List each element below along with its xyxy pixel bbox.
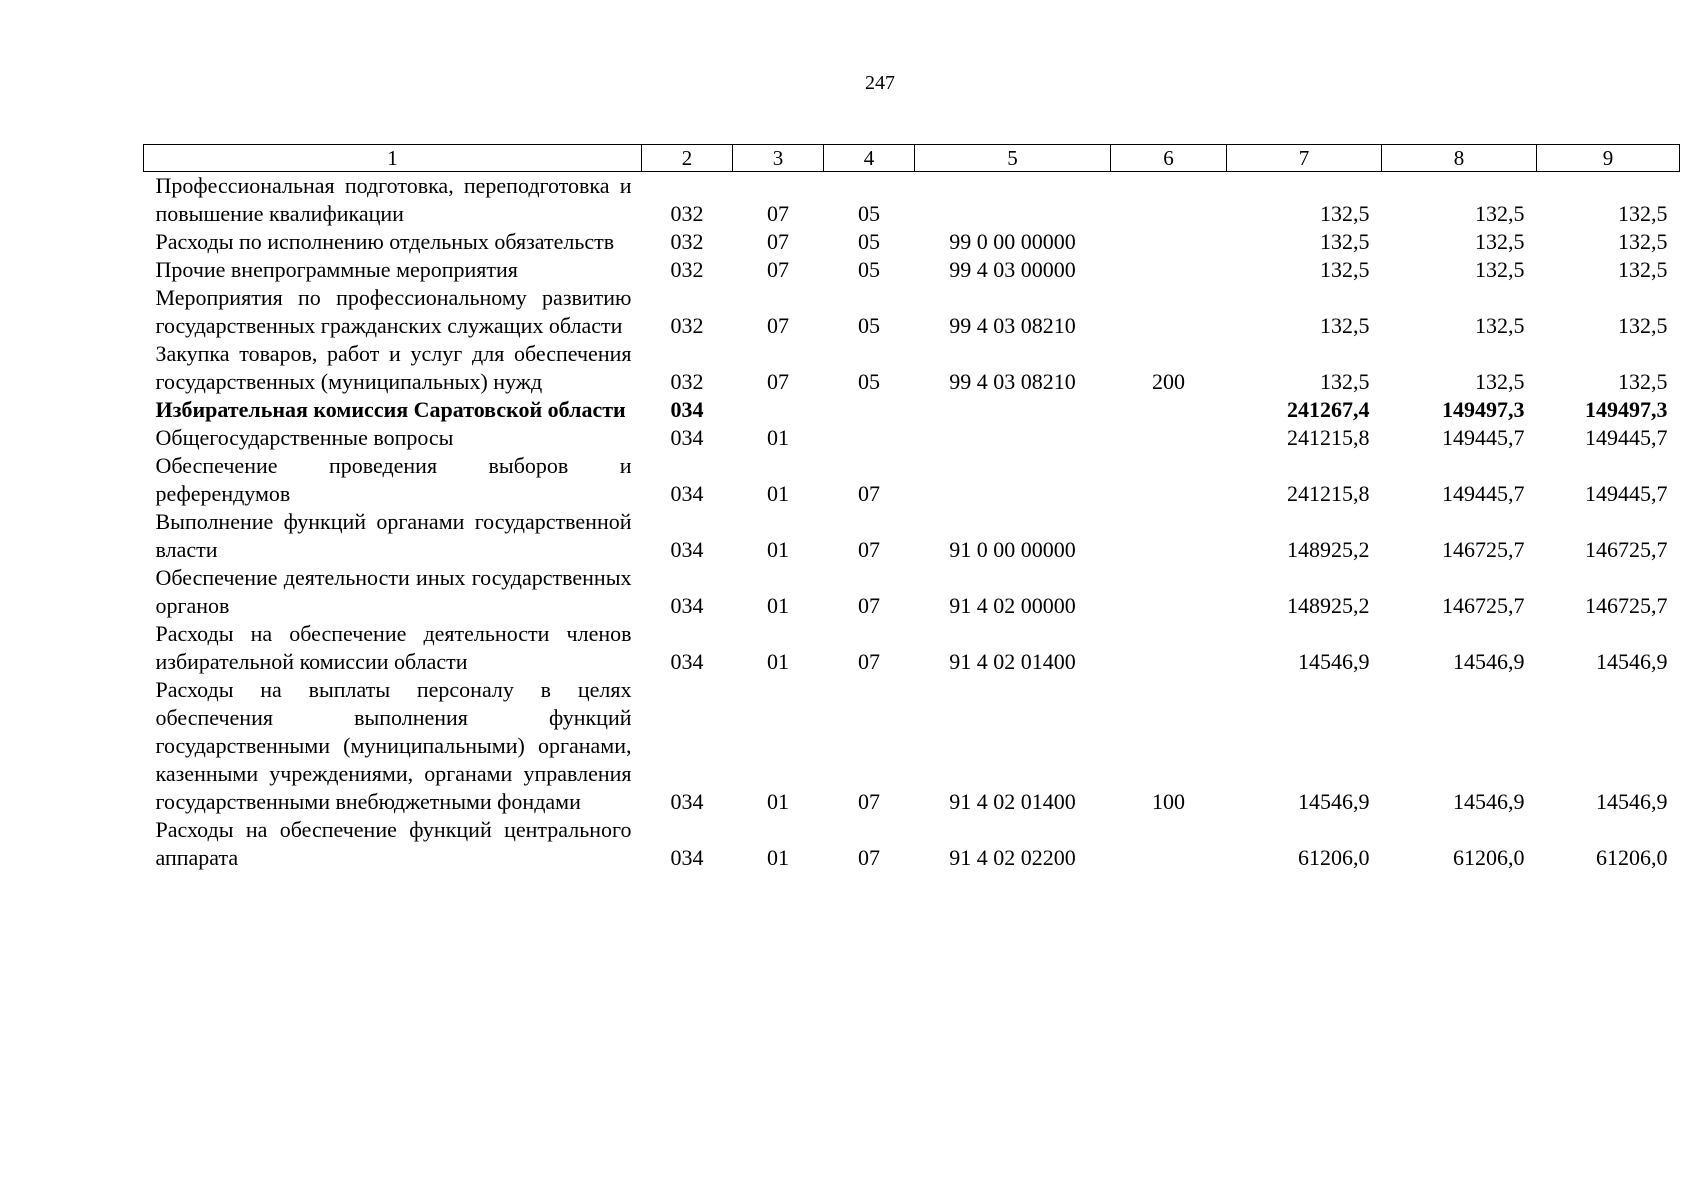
target-article-cell: 91 4 02 00000 (949, 593, 1076, 618)
row-name-cell: Выполнение функций органами государственной власти (155, 509, 632, 562)
chapter-code-cell: 032 (670, 257, 704, 282)
table-row (144, 172, 1680, 229)
expense-type-cell (1111, 508, 1227, 564)
chapter-code-cell: 032 (670, 201, 704, 226)
amount-col8-cell: 149497,3 (1442, 397, 1525, 422)
target-article-cell: 91 0 00 00000 (949, 537, 1076, 562)
subsection-code-cell: 07 (858, 593, 880, 618)
table-row (144, 620, 1680, 676)
amount-col9-cell: 149445,7 (1585, 425, 1668, 450)
row-name-cell: Избирательная комиссия Саратовской области (155, 397, 626, 422)
column-header: 1 (144, 145, 642, 172)
amount-col7-cell: 14546,9 (1298, 789, 1370, 814)
amount-col9-cell: 146725,7 (1585, 537, 1668, 562)
chapter-code-cell: 034 (670, 425, 704, 450)
target-article-cell (915, 424, 1111, 452)
table-row (144, 508, 1680, 564)
amount-col9-cell: 132,5 (1618, 201, 1668, 226)
amount-col8-cell: 146725,7 (1442, 593, 1525, 618)
amount-col8-cell: 132,5 (1475, 201, 1525, 226)
amount-col9-cell: 149497,3 (1585, 397, 1668, 422)
amount-col8-cell: 132,5 (1475, 369, 1525, 394)
amount-col9-cell: 149445,7 (1585, 481, 1668, 506)
subsection-code-cell: 07 (858, 537, 880, 562)
target-article-cell (915, 396, 1111, 424)
header-row (144, 145, 1680, 172)
table-row (144, 256, 1680, 284)
subsection-code-cell (824, 396, 915, 424)
chapter-code-cell: 032 (670, 229, 704, 254)
section-code-cell: 01 (767, 593, 789, 618)
target-article-cell (915, 452, 1111, 508)
amount-col9-cell: 132,5 (1618, 229, 1668, 254)
amount-col7-cell: 14546,9 (1298, 649, 1370, 674)
target-article-cell: 99 4 03 08210 (949, 313, 1076, 338)
table-header (144, 145, 1680, 172)
amount-col8-cell: 149445,7 (1442, 425, 1525, 450)
section-code-cell: 01 (767, 537, 789, 562)
subsection-code-cell: 05 (858, 201, 880, 226)
amount-col8-cell: 146725,7 (1442, 537, 1525, 562)
row-name-cell: Обеспечение деятельности иных государственных органов (155, 565, 632, 618)
section-code-cell: 07 (767, 313, 789, 338)
amount-col7-cell: 132,5 (1320, 257, 1370, 282)
section-code-cell: 01 (767, 425, 789, 450)
section-code-cell: 07 (767, 369, 789, 394)
subsection-code-cell: 05 (858, 369, 880, 394)
subsection-code-cell: 07 (858, 845, 880, 870)
row-name-cell: Расходы по исполнению отдельных обязательств (155, 229, 615, 254)
expense-type-cell (1111, 452, 1227, 508)
amount-col7-cell: 132,5 (1320, 229, 1370, 254)
subsection-code-cell: 05 (858, 257, 880, 282)
column-header: 8 (1382, 145, 1537, 172)
section-code-cell: 07 (767, 201, 789, 226)
section-code-cell: 01 (767, 845, 789, 870)
target-article-cell: 91 4 02 01400 (949, 789, 1076, 814)
target-article-cell: 99 4 03 00000 (949, 257, 1076, 282)
subsection-code-cell: 05 (858, 229, 880, 254)
amount-col7-cell: 132,5 (1320, 201, 1370, 226)
chapter-code-cell: 034 (670, 593, 704, 618)
amount-col9-cell: 14546,9 (1596, 649, 1668, 674)
amount-col7-cell: 241215,8 (1287, 425, 1370, 450)
amount-col8-cell: 14546,9 (1453, 649, 1525, 674)
amount-col9-cell: 61206,0 (1596, 845, 1668, 870)
chapter-code-cell: 034 (670, 845, 704, 870)
column-header: 9 (1537, 145, 1680, 172)
column-header: 4 (824, 145, 915, 172)
table-row (144, 676, 1680, 816)
section-code-cell: 01 (767, 789, 789, 814)
expense-type-cell (1111, 620, 1227, 676)
expense-type-cell (1111, 284, 1227, 340)
expense-type-cell (1111, 564, 1227, 620)
target-article-cell: 91 4 02 01400 (949, 649, 1076, 674)
expense-type-cell (1111, 396, 1227, 424)
amount-col7-cell: 241267,4 (1287, 397, 1370, 422)
amount-col9-cell: 132,5 (1618, 369, 1668, 394)
amount-col8-cell: 61206,0 (1453, 845, 1525, 870)
column-header: 5 (915, 145, 1111, 172)
subsection-code-cell (824, 424, 915, 452)
expense-type-cell: 100 (1152, 789, 1185, 814)
amount-col7-cell: 61206,0 (1298, 845, 1370, 870)
table-row (144, 564, 1680, 620)
row-name-cell: Мероприятия по профессиональному развитию государственных гражданских служащих области (155, 285, 632, 338)
section-code-cell: 07 (767, 257, 789, 282)
expense-type-cell (1111, 424, 1227, 452)
row-name-cell: Профессиональная подготовка, переподготовка и повышение квалификации (155, 173, 632, 226)
page-number: 247 (865, 72, 895, 94)
expense-type-cell: 200 (1152, 369, 1185, 394)
target-article-cell: 91 4 02 02200 (949, 845, 1076, 870)
subsection-code-cell: 07 (858, 649, 880, 674)
expense-type-cell (1111, 228, 1227, 256)
section-code-cell: 07 (767, 229, 789, 254)
amount-col7-cell: 132,5 (1320, 313, 1370, 338)
subsection-code-cell: 07 (858, 481, 880, 506)
column-header: 6 (1111, 145, 1227, 172)
chapter-code-cell: 032 (670, 369, 704, 394)
row-name-cell: Расходы на выплаты персоналу в целях обеспечения выполнения функций государственными (муниципальными) органами, казенными учреждениями, органами управления государственными внебюджетными фондами (155, 677, 632, 814)
amount-col9-cell: 132,5 (1618, 313, 1668, 338)
table-row (144, 396, 1680, 424)
target-article-cell (915, 172, 1111, 229)
row-name-cell: Общегосударственные вопросы (155, 425, 454, 450)
row-name-cell: Расходы на обеспечение функций центрального аппарата (155, 817, 632, 870)
amount-col8-cell: 149445,7 (1442, 481, 1525, 506)
row-name-cell: Расходы на обеспечение деятельности членов избирательной комиссии области (155, 621, 632, 674)
amount-col7-cell: 132,5 (1320, 369, 1370, 394)
row-name-cell: Закупка товаров, работ и услуг для обеспечения государственных (муниципальных) нужд (155, 341, 632, 394)
column-header: 7 (1227, 145, 1382, 172)
column-header: 2 (642, 145, 733, 172)
table-body (144, 172, 1680, 873)
column-header: 3 (733, 145, 824, 172)
table-row (144, 340, 1680, 396)
amount-col8-cell: 132,5 (1475, 313, 1525, 338)
table-row (144, 452, 1680, 508)
section-code-cell: 01 (767, 649, 789, 674)
table-row (144, 424, 1680, 452)
amount-col8-cell: 132,5 (1475, 257, 1525, 282)
chapter-code-cell: 034 (670, 397, 704, 422)
target-article-cell: 99 0 00 00000 (949, 229, 1076, 254)
section-code-cell (733, 396, 824, 424)
amount-col8-cell: 14546,9 (1453, 789, 1525, 814)
subsection-code-cell: 07 (858, 789, 880, 814)
table-row (144, 228, 1680, 256)
chapter-code-cell: 034 (670, 789, 704, 814)
chapter-code-cell: 034 (670, 649, 704, 674)
expense-type-cell (1111, 172, 1227, 229)
chapter-code-cell: 034 (670, 537, 704, 562)
expense-type-cell (1111, 256, 1227, 284)
amount-col9-cell: 14546,9 (1596, 789, 1668, 814)
expense-type-cell (1111, 816, 1227, 872)
amount-col9-cell: 146725,7 (1585, 593, 1668, 618)
budget-table (143, 144, 1680, 872)
section-code-cell: 01 (767, 481, 789, 506)
amount-col9-cell: 132,5 (1618, 257, 1668, 282)
table-row (144, 816, 1680, 872)
chapter-code-cell: 034 (670, 481, 704, 506)
amount-col7-cell: 241215,8 (1287, 481, 1370, 506)
amount-col7-cell: 148925,2 (1287, 593, 1370, 618)
row-name-cell: Прочие внепрограммные мероприятия (155, 257, 518, 282)
subsection-code-cell: 05 (858, 313, 880, 338)
amount-col8-cell: 132,5 (1475, 229, 1525, 254)
row-name-cell: Обеспечение проведения выборов и референдумов (155, 453, 632, 506)
table-row (144, 284, 1680, 340)
chapter-code-cell: 032 (670, 313, 704, 338)
target-article-cell: 99 4 03 08210 (949, 369, 1076, 394)
amount-col7-cell: 148925,2 (1287, 537, 1370, 562)
